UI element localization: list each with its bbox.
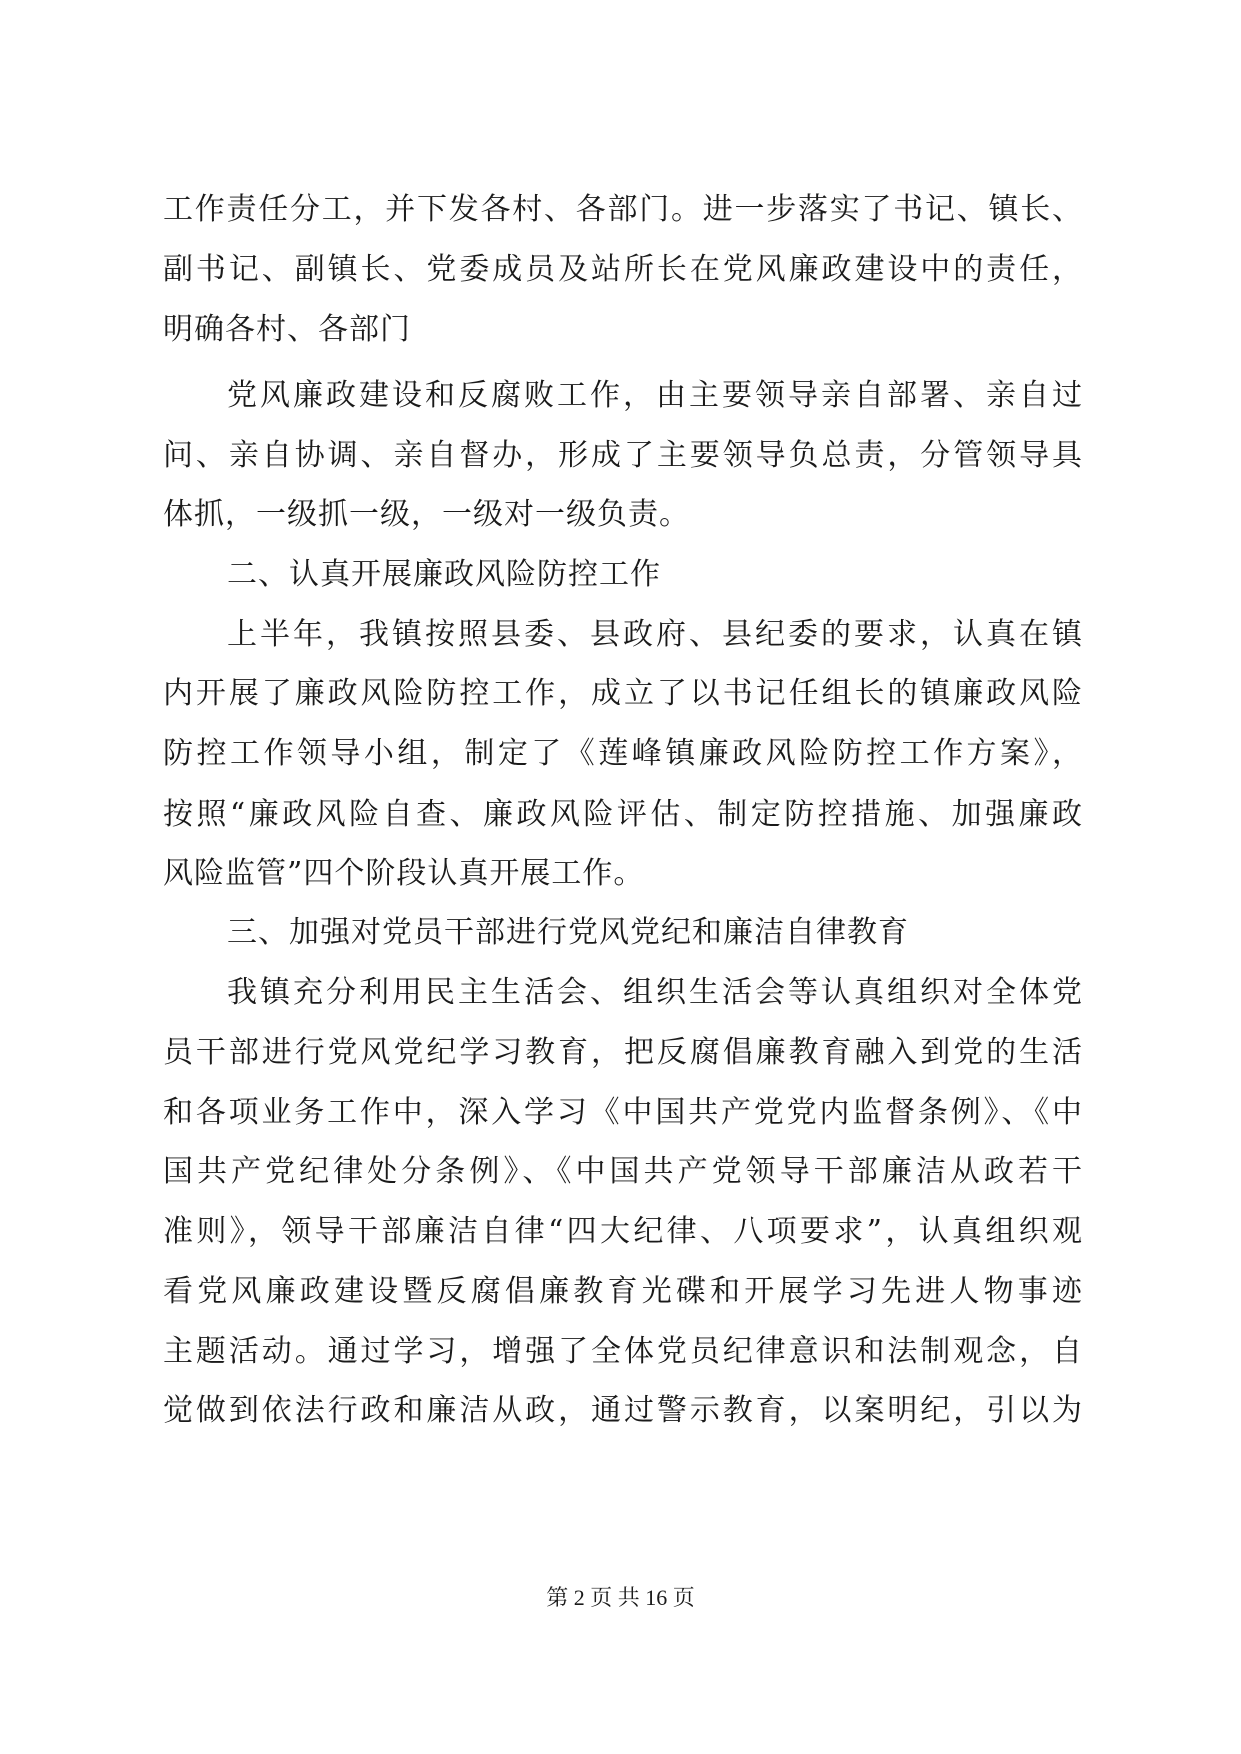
paragraph-first-line: 党风廉政建设和反腐败工作，由主要领导亲自部署、亲自过: [227, 378, 1083, 413]
text-line: 觉做到依法行政和廉洁从政，通过警示教育，以案明纪，引以为: [163, 1393, 1083, 1428]
text-line: 主题活动。通过学习，增强了全体党员纪律意识和法制观念，自: [163, 1334, 1083, 1369]
text-line: 按照“廉政风险自查、廉政风险评估、制定防控措施、加强廉政: [163, 797, 1083, 832]
text-line: 工作责任分工，并下发各村、各部门。进一步落实了书记、镇长、: [163, 192, 1083, 227]
text-line: 和各项业务工作中，深入学习《中国共产党党内监督条例》、《中: [163, 1095, 1083, 1130]
text-line: 明确各村、各部门: [163, 312, 411, 347]
paragraph-first-line: 上半年，我镇按照县委、县政府、县纪委的要求，认真在镇: [227, 617, 1083, 652]
text-line: 看党风廉政建设暨反腐倡廉教育光碟和开展学习先进人物事迹: [163, 1274, 1083, 1309]
paragraph-first-line: 我镇充分利用民主生活会、组织生活会等认真组织对全体党: [227, 975, 1083, 1010]
text-line: 体抓，一级抓一级，一级对一级负责。: [163, 497, 690, 532]
text-line: 问、亲自协调、亲自督办，形成了主要领导负总责，分管领导具: [163, 438, 1083, 473]
text-line: 副书记、副镇长、党委成员及站所长在党风廉政建设中的责任，: [163, 252, 1083, 287]
text-line: 内开展了廉政风险防控工作，成立了以书记任组长的镇廉政风险: [163, 676, 1083, 711]
text-line: 防控工作领导小组，制定了《莲峰镇廉政风险防控工作方案》，: [163, 736, 1083, 771]
text-line: 准则》，领导干部廉洁自律“四大纪律、八项要求”，认真组织观: [163, 1214, 1083, 1249]
section-heading: 二、认真开展廉政风险防控工作: [227, 557, 661, 592]
section-heading: 三、加强对党员干部进行党风党纪和廉洁自律教育: [227, 915, 909, 950]
text-line: 风险监管”四个阶段认真开展工作。: [163, 856, 645, 891]
page-number-footer: 第 2 页 共 16 页: [546, 1585, 695, 1610]
text-line: 国共产党纪律处分条例》、《中国共产党领导干部廉洁从政若干: [163, 1154, 1083, 1189]
text-line: 员干部进行党风党纪学习教育，把反腐倡廉教育融入到党的生活: [163, 1035, 1083, 1070]
